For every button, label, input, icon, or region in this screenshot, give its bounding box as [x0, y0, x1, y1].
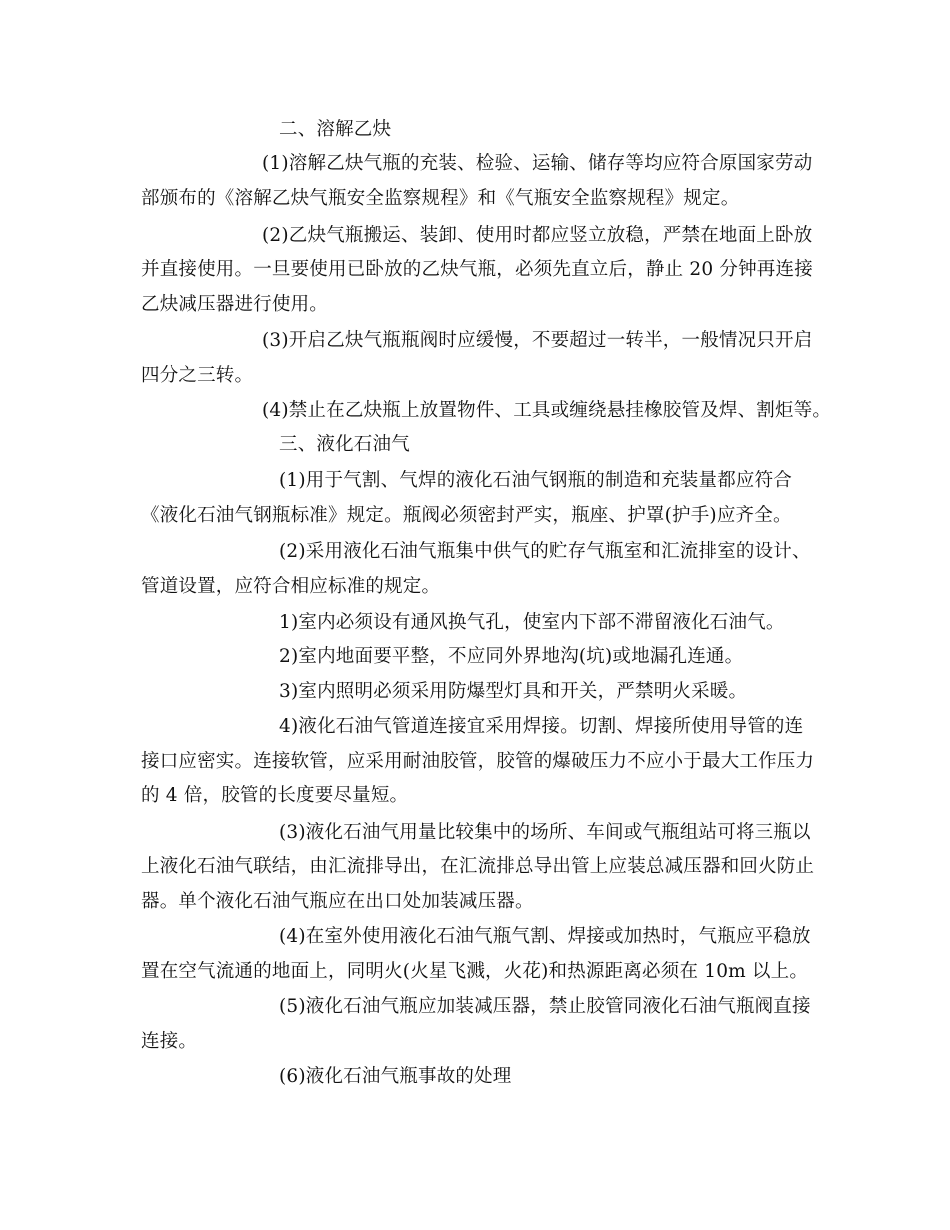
paragraph-line: 连接。: [141, 1031, 198, 1052]
paragraph-line: (3)液化石油气用量比较集中的场所、车间或气瓶组站可将三瓶以: [279, 822, 811, 843]
paragraph-line: (2)乙炔气瓶搬运、装卸、使用时都应竖立放稳，严禁在地面上卧放: [262, 225, 813, 246]
paragraph-line: 器。单个液化石油气瓶应在出口处加装减压器。: [141, 891, 534, 912]
paragraph-line: (5)液化石油气瓶应加装减压器，禁止胶管同液化石油气瓶阀直接: [279, 996, 811, 1017]
paragraph-line: 管道设置，应符合相应标准的规定。: [141, 576, 441, 597]
paragraph-line: 并直接使用。一旦要使用已卧放的乙炔气瓶，必须先直立后，静止 20 分钟再连接: [141, 259, 813, 280]
list-item: 4)液化石油气管道连接宜采用焊接。切割、焊接所使用导管的连: [279, 716, 804, 737]
list-item: 2)室内地面要平整，不应同外界地沟(坑)或地漏孔连通。: [279, 646, 744, 667]
paragraph-line: 的 4 倍，胶管的长度要尽量短。: [141, 785, 409, 806]
paragraph-line: (4)禁止在乙炔瓶上放置物件、工具或缠绕悬挂橡胶管及焊、割炬等。: [262, 400, 832, 421]
section-heading: 三、液化石油气: [279, 434, 410, 455]
paragraph-line: (4)在室外使用液化石油气瓶气割、焊接或加热时，气瓶应平稳放: [279, 926, 811, 947]
paragraph-line: (1)用于气割、气焊的液化石油气钢瓶的制造和充装量都应符合: [279, 470, 793, 491]
paragraph-line: 《液化石油气钢瓶标准》规定。瓶阀必须密封严实，瓶座、护罩(护手)应齐全。: [141, 505, 792, 526]
paragraph-line: 部颁布的《溶解乙炔气瓶安全监察规程》和《气瓶安全监察规程》规定。: [141, 188, 740, 209]
section-heading: 二、溶解乙炔: [279, 119, 392, 140]
paragraph-line: 乙炔减压器进行使用。: [141, 294, 329, 315]
paragraph-line: 置在空气流通的地面上，同明火(火星飞溅，火花)和热源距离必须在 10m 以上。: [141, 961, 809, 982]
paragraph-line: (3)开启乙炔气瓶瓶阀时应缓慢，不要超过一转半，一般情况只开启: [262, 330, 813, 351]
paragraph-line: 上液化石油气联结，由汇流排导出，在汇流排总导出管上应装总减压器和回火防止: [141, 856, 815, 877]
paragraph-line: (2)采用液化石油气瓶集中供气的贮存气瓶室和汇流排室的设计、: [279, 541, 811, 562]
list-item: 3)室内照明必须采用防爆型灯具和开关，严禁明火采暖。: [279, 681, 748, 702]
paragraph-line: (1)溶解乙炔气瓶的充装、检验、运输、储存等均应符合原国家劳动: [262, 153, 813, 174]
paragraph-line: 接口应密实。连接软管，应采用耐油胶管，胶管的爆破压力不应小于最大工作压力: [141, 751, 815, 772]
paragraph-line: (6)液化石油气瓶事故的处理: [279, 1066, 512, 1087]
list-item: 1)室内必须设有通风换气孔，使室内下部不滞留液化石油气。: [279, 612, 785, 633]
paragraph-line: 四分之三转。: [141, 365, 254, 386]
